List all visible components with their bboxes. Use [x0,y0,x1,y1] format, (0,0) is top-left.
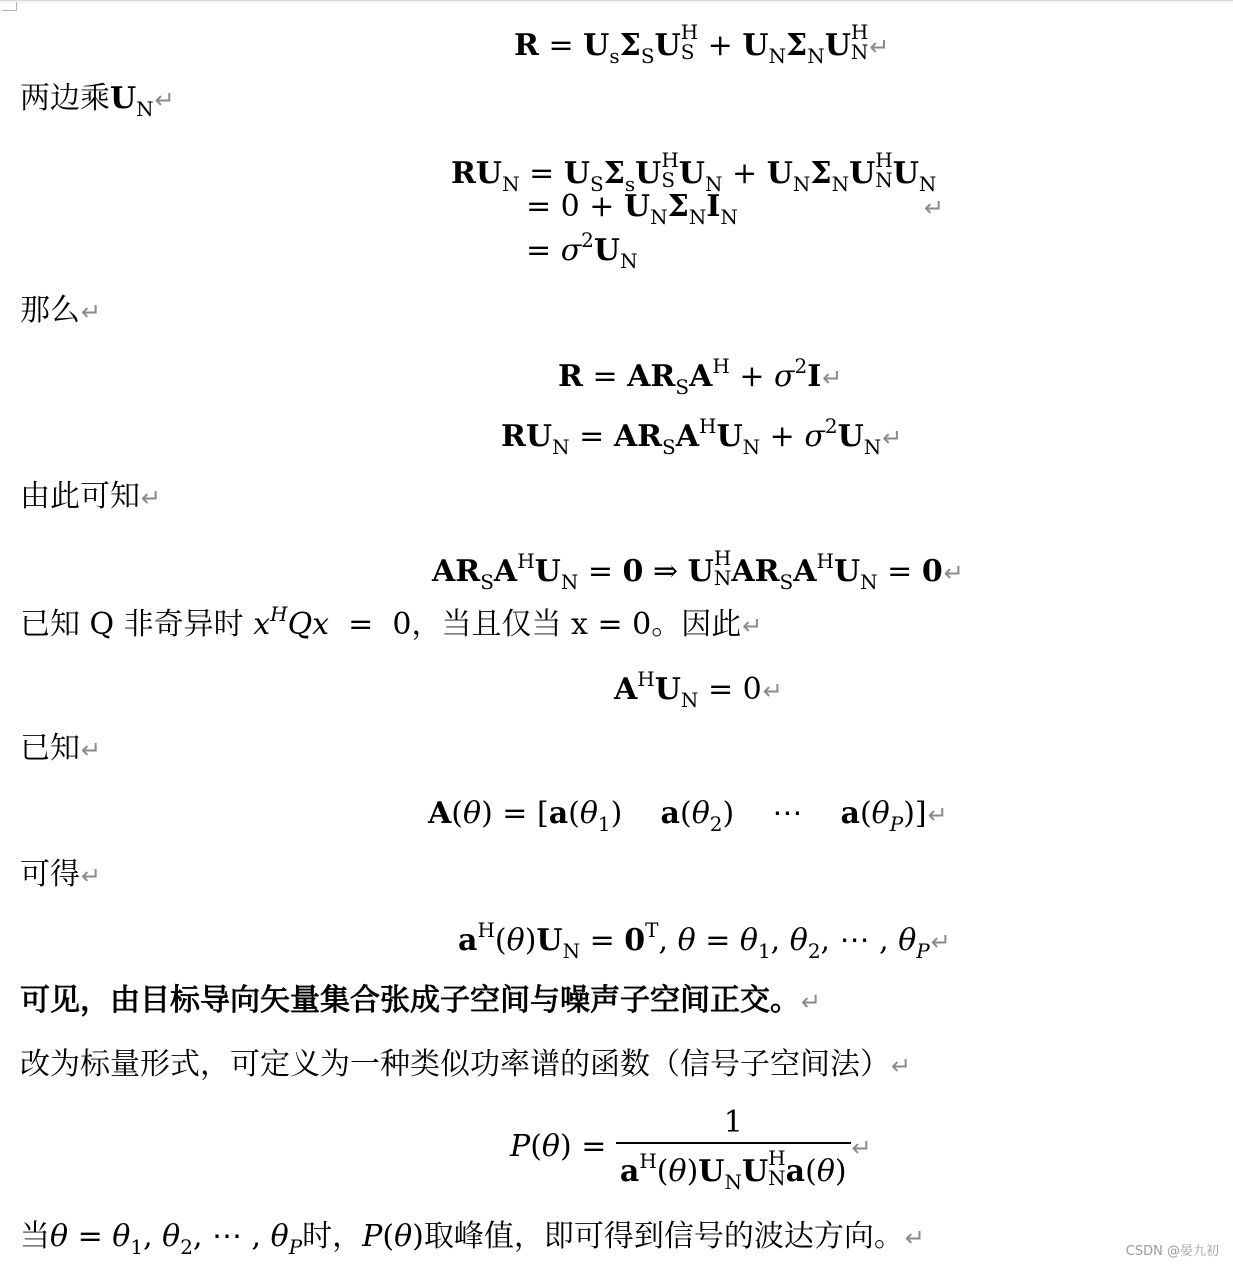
equation-RUN-line3: = $\sigma^2U_N$ [526,228,638,273]
return-mark: ↵ [927,801,948,829]
paragraph-text: 取峰值，即可得到信号的波达方向。 [423,1219,904,1254]
text-obtain [20,857,102,892]
equation-RUN-line2: = $0 + U_N\Sigma_NI_N$ [526,189,738,229]
text-multiply-both-sides: 两边乘$U_N↵$ [20,81,175,121]
paragraph-text: 可得 [20,857,80,892]
paragraph-text: 改为标量形式，可定义为一种类似功率谱的函数（信号子空间法） [20,1047,890,1082]
text-hence-known [20,479,162,514]
return-mark: ↵ [81,862,102,890]
text-then [20,293,102,328]
paragraph-text: 由此可知 [20,479,140,514]
equation-RUN-line1: $RU_N = U_S\Sigma_sU$ H S $U_N + U_N\Sigma_NU$ H N $U_N$ [451,148,937,196]
return-mark: ↵ [154,86,175,114]
equation-R-model: $R = AR_SA^H$ + $\sigma^2I↵$ [558,354,843,399]
page-top-border [0,0,1233,5]
paragraph-text: 已知 [20,731,80,766]
paragraph-text: ，当且仅当 x = 0。因此 [411,607,742,642]
return-mark: ↵ [869,33,890,61]
page-corner-mark [2,2,17,11]
return-mark: ↵ [851,1134,872,1162]
return-mark: ↵ [81,736,102,764]
return-mark: ↵ [81,298,102,326]
return-mark: ↵ [762,677,783,705]
return-mark: ↵ [801,988,822,1016]
return-mark: ↵ [930,928,951,956]
text-known [20,731,102,766]
equation-AH-UN-zero: $A^HU_N$ = 0↵ [614,667,783,712]
equation-orthogonality: $a^H(\theta)U_N = 0^T$, $\theta = \theta_1$, $\theta_2$, ⋯ , $\theta_P↵$ [458,918,951,963]
return-mark: ↵ [891,1052,912,1080]
equation-RUN-return [923,192,944,222]
paragraph-text: 可见，由目标导向矢量集合张成子空间与噪声子空间正交。 [20,983,800,1018]
text-scalar-form [20,1047,912,1082]
return-mark: ↵ [882,424,903,452]
paragraph-text: 时， [302,1219,363,1254]
equation-R-decomposition: $R = U_s\Sigma_SU$ H S + $U_N\Sigma_NU$ H N ↵ [514,20,890,68]
text-nonsingular: 已知 Q 非奇异时 $x^HQx = 0$，当且仅当 x = 0。因此↵ [20,602,763,642]
return-mark: ↵ [742,612,763,640]
return-mark: ↵ [904,1224,925,1252]
text-conclusion [20,983,822,1018]
paragraph-text: 两边乘 [20,81,110,116]
return-mark: ↵ [822,364,843,392]
paragraph-text: 已知 Q 非奇异时 [20,607,254,642]
watermark: CSDN @晏九初 [1125,1244,1219,1259]
equation-implication: $AR_SA^HU_N = 0$ ⇒ U H N $AR_SA^HU_N$ = 0↵ [432,546,964,594]
paragraph-text: 当 [20,1219,50,1254]
equation-steering-matrix: $A(\theta) = [a(\theta_1)$ $a(\theta_2)$ ⋯ $a(\theta_P)]↵$ [428,796,948,836]
paragraph-text: 那么 [20,293,80,328]
return-mark: ↵ [141,484,162,512]
text-final: 当$\theta = \theta_1$, $\theta_2$, ⋯ , $\theta_P$时，P(θ)取峰值，即可得到信号的波达方向。↵ [20,1219,925,1259]
return-mark: ↵ [943,559,964,587]
fraction: 1 $a^H(\theta)U_NU$ H N a(θ) [616,1108,851,1188]
equation-music-spectrum: P(θ) = 1 $a^H(\theta)U_NU$ H N a(θ) ↵ [510,1105,872,1194]
return-mark: ↵ [924,194,945,222]
equation-RUN-model: $RU_N = AR_SA^HU_N$ + $\sigma^2U_N↵$ [501,414,903,459]
